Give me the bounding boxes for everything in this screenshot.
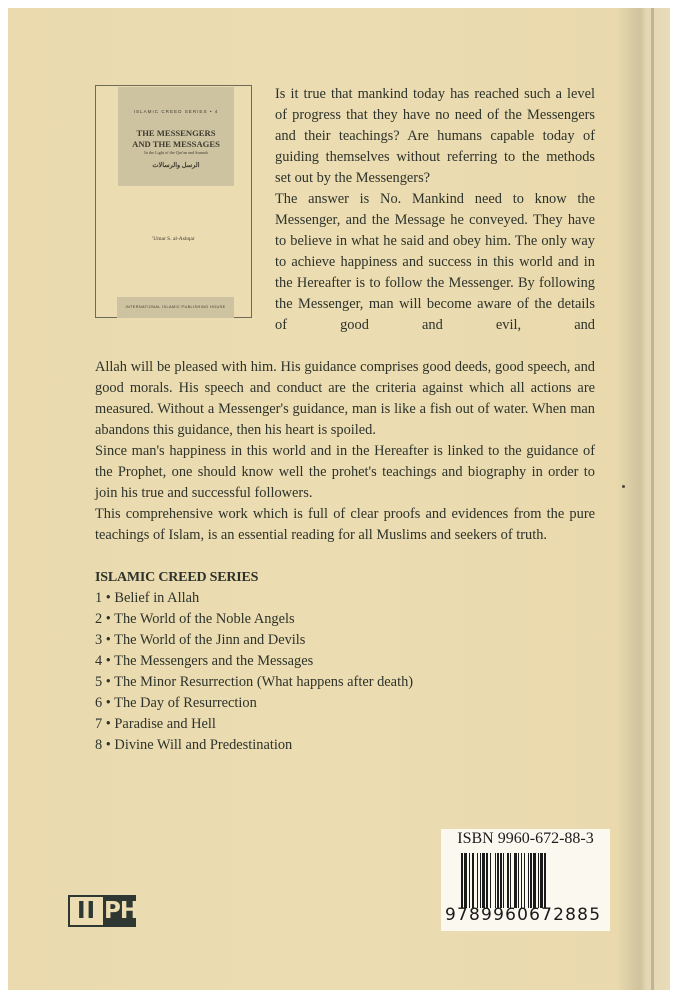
barcode-bar [482, 853, 485, 908]
series-item: 7 • Paradise and Hell [95, 716, 216, 732]
barcode-number: 9789960672885 [445, 905, 602, 925]
barcode-bar [486, 853, 488, 908]
answer-paragraph-rest: Allah will be pleased with him. His guidance comprises good deeds, good speech, and good morals. His speech and conduct are the criteria against which all actions are measured. Without a Messenger's guidance, man is like a fish out of water. When man abandons this guidance, then his heart is spoiled. [95, 359, 595, 438]
barcode-bar [495, 853, 496, 908]
barcode-bar [510, 853, 511, 908]
barcode-bar [469, 853, 470, 908]
barcode-bar [464, 853, 467, 908]
barcode-bar [544, 853, 546, 908]
cover-thumbnail [95, 85, 252, 318]
barcode-bar [500, 853, 502, 908]
barcode-bar [514, 853, 517, 908]
series-list [95, 567, 495, 756]
isbn-label: ISBN 9960-672-88-3 [457, 830, 594, 847]
thumbnail-arabic-title: الرسل والرسالات [152, 162, 200, 169]
thumbnail-author: 'Umar S. al-Ashqar [152, 236, 195, 242]
intro-text [275, 84, 595, 336]
answer-paragraph-top: The answer is No. Mankind need to know the Messenger, and the Message he conveyed. They have to believe in what he said and obey him. The only way to achieve happiness and success in this world and in the Hereafter is to follow the Messenger. By following the Messenger, man will become aware of the details of good and evil, and [275, 191, 595, 333]
intro-paragraph: Is it true that mankind today has reached such a level of progress that they have no need of the Messengers and their teachings? Are humans capable today of guiding themselves without referring to the methods set out by the Messengers? [275, 86, 595, 186]
barcode-bar [507, 853, 509, 908]
series-item: 6 • The Day of Resurrection [95, 695, 257, 711]
series-item: 1 • Belief in Allah [95, 590, 200, 606]
barcode-bar [540, 853, 543, 908]
barcode-bar [521, 853, 522, 908]
print-speck [622, 485, 625, 488]
thumbnail-publisher: INTERNATIONAL ISLAMIC PUBLISHING HOUSE [117, 297, 234, 318]
body-text [95, 357, 595, 546]
series-item: 8 • Divine Will and Predestination [95, 737, 293, 753]
barcode-bars [461, 853, 599, 908]
barcode-bar [490, 853, 491, 908]
barcode-bar [533, 853, 535, 908]
barcode-bar [461, 853, 463, 908]
thumbnail-title-line1: THE MESSENGERS [136, 128, 216, 138]
closing-paragraph: This comprehensive work which is full of clear proofs and evidences from the pure teachings of Islam, is an essential reading for all Muslims and seekers of truth. [95, 506, 595, 543]
barcode-bar [472, 853, 474, 908]
barcode-bar [530, 853, 532, 908]
barcode-bar [538, 853, 539, 908]
series-item: 2 • The World of the Noble Angels [95, 611, 295, 627]
barcode-bar [503, 853, 504, 908]
series-title: ISLAMIC CREED SERIES [95, 570, 259, 585]
logo-left-text: II [77, 898, 97, 924]
barcode-bar [528, 853, 529, 908]
barcode-bar [524, 853, 525, 908]
isbn-barcode [441, 829, 610, 931]
prophet-paragraph: Since man's happiness in this world and in the Hereafter is linked to the guidance of the Prophet, one should know well the prohet's teachings and biography in order to join his true and successful followers. [95, 443, 595, 501]
iiph-logo [68, 895, 139, 927]
thumbnail-title-block [118, 87, 234, 186]
logo-right-text: PH [104, 898, 139, 924]
thumbnail-title [118, 128, 234, 149]
series-item: 5 • The Minor Resurrection (What happens after death) [95, 674, 414, 690]
barcode-bar [518, 853, 519, 908]
thumbnail-series-label: ISLAMIC CREED SERIES • 4 [133, 109, 219, 114]
barcode-bar [497, 853, 499, 908]
series-item: 4 • The Messengers and the Messages [95, 653, 314, 669]
thumbnail-title-line2: AND THE MESSAGES [132, 138, 220, 149]
thumbnail-subtitle: In the Light of the Qur'an and Sunnah [144, 150, 208, 155]
spine-shadow [651, 8, 654, 990]
barcode-bar [477, 853, 478, 908]
series-item: 3 • The World of the Jinn and Devils [95, 632, 306, 648]
barcode-bar [480, 853, 481, 908]
